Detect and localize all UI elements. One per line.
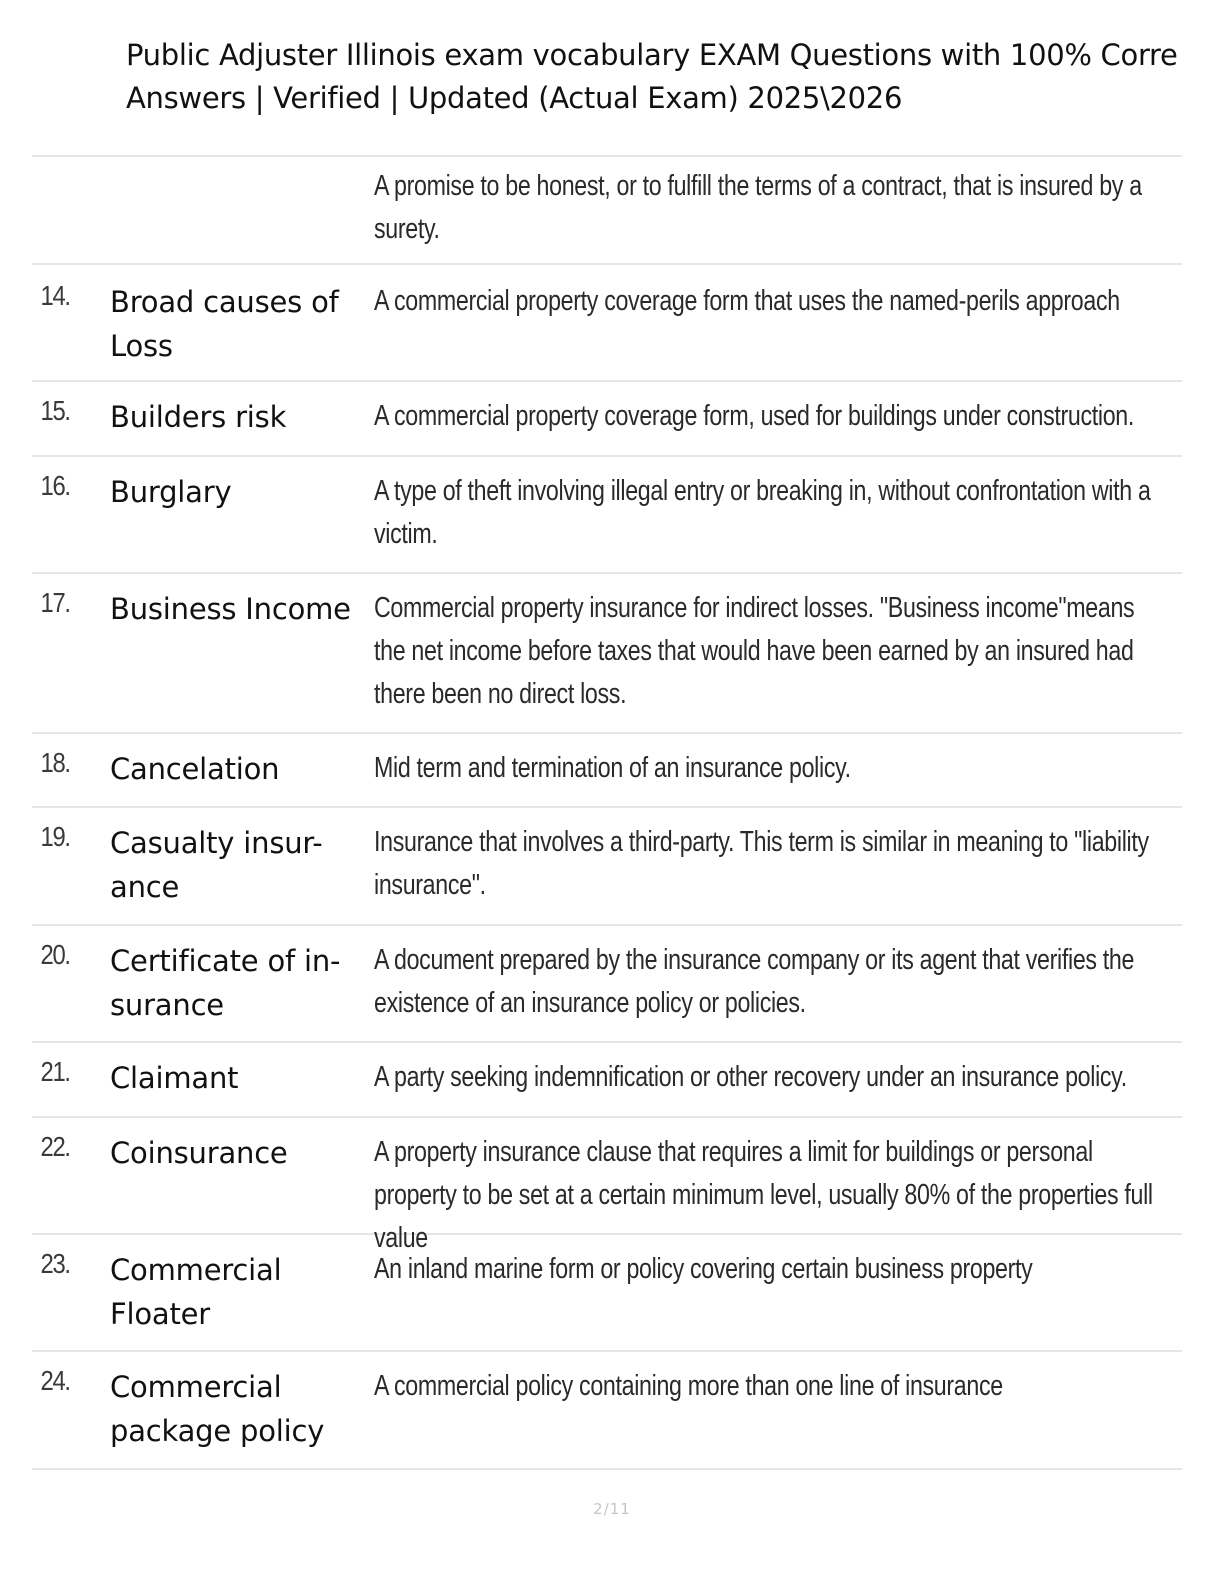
entry-term: Builders risk xyxy=(110,400,287,434)
page-title xyxy=(126,34,1224,120)
entry-term xyxy=(110,165,374,263)
entry-number: 24. xyxy=(40,1365,70,1396)
entry-definition: A type of theft involving illegal entry or breaking in, without confrontation with a victim. xyxy=(374,475,1151,550)
entry-number: 15. xyxy=(40,395,70,426)
page-number: 2/11 xyxy=(593,1500,631,1518)
entry-definition: Insurance that involves a third-party. This term is similar in meaning to "liability insurance". xyxy=(374,826,1149,901)
entry-definition: A property insurance clause that requires a limit for buildings or personal property to be set at a certain minimum level, usually 80% of the properties full value xyxy=(374,1136,1153,1254)
entry-number xyxy=(32,165,98,263)
entry-number: 20. xyxy=(40,939,70,970)
entry-definition: An inland marine form or policy covering certain business property xyxy=(374,1253,1033,1285)
entry-term: Commercial Floater xyxy=(110,1253,282,1331)
entry-term: Cancelation xyxy=(110,752,280,786)
entry-number: 16. xyxy=(40,470,70,501)
entry-definition: Commercial property insurance for indirect losses. "Business income"means the net income before taxes that would have been earned by an insured had there been no direct loss. xyxy=(374,592,1135,710)
entry-definition: A commercial property coverage form, used for buildings under construction. xyxy=(374,400,1135,432)
entry-definition: A party seeking indemnification or other recovery under an insurance policy. xyxy=(374,1061,1127,1093)
page-title-line-2: Answers | Verified | Updated (Actual Exam) 2025\2026 xyxy=(126,81,903,115)
table-row xyxy=(32,926,1182,1043)
entry-term: Business Income xyxy=(110,592,351,626)
entry-number: 18. xyxy=(40,747,70,778)
entry-definition: A commercial policy containing more than one line of insurance xyxy=(374,1370,1003,1402)
entry-number: 14. xyxy=(40,280,70,311)
entry-definition: Mid term and termination of an insurance policy. xyxy=(374,752,851,784)
table-row xyxy=(32,1352,1182,1470)
entry-term: Coinsurance xyxy=(110,1136,288,1170)
table-row xyxy=(32,157,1182,265)
entry-number: 17. xyxy=(40,587,70,618)
entry-number: 22. xyxy=(40,1131,70,1162)
page-title-line-1: Public Adjuster Illinois exam vocabulary EXAM Questions with 100% Corre xyxy=(126,38,1178,72)
entry-term: Burglary xyxy=(110,475,232,509)
table-row xyxy=(32,1118,1182,1254)
entry-number: 19. xyxy=(40,821,70,852)
entry-number: 21. xyxy=(40,1056,70,1087)
table-row xyxy=(32,265,1182,382)
entry-term: Claimant xyxy=(110,1061,239,1095)
table-row xyxy=(32,1043,1182,1118)
entry-number: 23. xyxy=(40,1248,70,1279)
entry-definition: A commercial property coverage form that uses the named-perils approach xyxy=(374,285,1120,317)
entry-definition: A document prepared by the insurance company or its agent that verifies the existence of an insurance policy or policies. xyxy=(374,944,1135,1019)
entry-term: Commercial package policy xyxy=(110,1370,325,1448)
table-row xyxy=(32,382,1182,457)
entry-term: Broad causes of Loss xyxy=(110,285,339,363)
table-row xyxy=(32,457,1182,574)
table-row xyxy=(32,574,1182,734)
table-row xyxy=(32,734,1182,808)
entry-definition: A promise to be honest, or to fulfill the terms of a contract, that is insured by a surety. xyxy=(374,170,1142,245)
table-row xyxy=(32,1235,1182,1352)
entry-term: Casualty insur-ance xyxy=(110,826,323,904)
entry-term: Certificate of in-surance xyxy=(110,944,341,1022)
table-row xyxy=(32,808,1182,926)
vocabulary-table xyxy=(32,155,1182,1470)
